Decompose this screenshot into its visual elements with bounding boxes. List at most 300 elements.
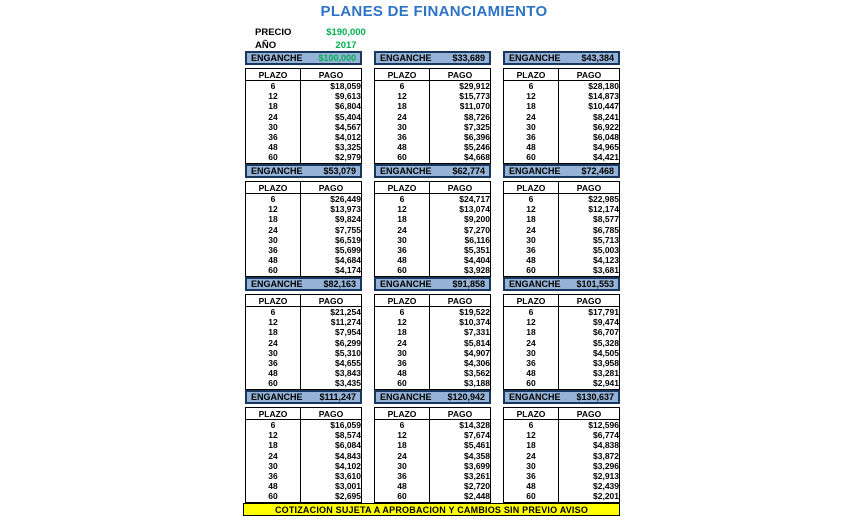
enganche-value: $62,774 [452,166,485,176]
plazo-value: 36 [504,471,559,481]
disclaimer-banner: COTIZACION SUJETA A APROBACION Y CAMBIOS SIN PREVIO AVISO [243,503,620,516]
table-header-row [246,182,362,194]
enganche-header [503,164,620,178]
enganche-header [503,390,620,404]
pago-value: $2,695 [335,491,361,502]
enganche-label: ENGANCHE [251,166,303,176]
plazo-value: 24 [375,451,430,461]
plazo-value: 48 [375,481,430,491]
payment-row [246,307,362,318]
payment-row [375,461,491,471]
enganche-header [245,277,362,291]
pago-value: $4,907 [464,347,490,358]
precio-row [245,26,372,39]
plazo-value: 48 [375,255,430,265]
pago-value: $6,048 [593,132,619,143]
plazo-value: 18 [246,440,301,450]
payment-row [375,81,491,92]
payment-row [375,471,491,481]
enganche-label: ENGANCHE [380,166,432,176]
pago-value: $5,246 [464,142,490,153]
plazo-column-header: PLAZO [375,295,430,307]
pago-value: $4,358 [464,450,490,461]
payments-table [245,407,362,503]
plazo-value: 30 [375,122,430,132]
plazo-value: 12 [375,204,430,214]
payment-row [375,132,491,142]
payment-row [246,142,362,152]
payment-row [504,451,620,461]
pago-value: $2,448 [464,491,490,502]
pago-column-header: PAGO [301,295,362,307]
plazo-value: 12 [375,317,430,327]
pago-value: $5,461 [464,440,490,451]
payment-row [504,91,620,101]
pago-value: $9,474 [593,317,619,328]
pago-value: $8,241 [593,111,619,122]
plazo-value: 24 [504,225,559,235]
payment-row [246,194,362,205]
pago-value: $7,674 [464,430,490,441]
pago-value: $8,574 [335,430,361,441]
plazo-value: 12 [375,91,430,101]
plazo-value: 30 [375,461,430,471]
payments-table [503,68,620,164]
pago-value: $5,713 [593,234,619,245]
plazo-value: 48 [504,481,559,491]
pago-value: $9,613 [335,91,361,102]
payment-row [246,430,362,440]
pago-value: $5,310 [335,347,361,358]
plazo-value: 6 [504,420,559,431]
payment-row [246,265,362,276]
table-header-row [375,408,491,420]
table-header-row [375,182,491,194]
plazo-value: 6 [246,420,301,431]
plazo-value: 12 [246,317,301,327]
payment-row [375,307,491,318]
plazo-value: 18 [504,101,559,111]
plazo-value: 30 [246,235,301,245]
table-header-row [375,295,491,307]
payment-row [246,245,362,255]
payment-row [504,214,620,224]
enganche-header [245,390,362,404]
pago-value: $4,123 [593,255,619,266]
payment-row [375,255,491,265]
pago-value: $7,325 [464,121,490,132]
plazo-value: 18 [375,101,430,111]
pago-value: $4,567 [335,121,361,132]
plazo-value: 18 [246,327,301,337]
pago-value: $4,404 [464,255,490,266]
plazo-value: 36 [246,471,301,481]
payment-row [246,491,362,502]
pago-value: $10,447 [588,101,619,112]
payment-row [504,225,620,235]
payment-row [246,451,362,461]
payment-row [504,430,620,440]
plazo-value: 36 [375,245,430,255]
pago-value: $26,449 [330,194,361,204]
pago-value: $5,699 [335,245,361,256]
enganche-value: $53,079 [323,166,356,176]
plazo-value: 36 [246,358,301,368]
anio-label: AÑO [255,40,277,51]
plazo-value: 24 [375,225,430,235]
enganche-value: $130,637 [576,392,614,402]
plazo-value: 48 [246,368,301,378]
table-header-row [504,408,620,420]
pago-value: $3,958 [593,358,619,369]
payment-row [375,142,491,152]
plazo-value: 6 [375,194,430,205]
payment-row [504,81,620,92]
pago-value: $14,328 [459,420,490,430]
plazo-column-header: PLAZO [375,69,430,81]
table-header-row [246,408,362,420]
pago-value: $18,059 [330,81,361,91]
pago-value: $13,973 [330,204,361,215]
plazo-value: 12 [504,204,559,214]
pago-value: $3,001 [335,481,361,492]
plazo-value: 30 [504,348,559,358]
payment-row [504,142,620,152]
enganche-header [245,51,362,65]
pago-column-header: PAGO [559,182,620,194]
pago-value: $13,074 [459,204,490,215]
payment-row [246,440,362,450]
pago-value: $15,773 [459,91,490,102]
payment-row [246,358,362,368]
enganche-value: $101,553 [576,279,614,289]
payment-row [246,132,362,142]
enganche-header [374,390,491,404]
payment-row [246,214,362,224]
pago-value: $4,421 [593,152,619,163]
payment-row [375,204,491,214]
plazo-value: 36 [504,358,559,368]
pago-value: $21,254 [330,307,361,317]
payment-row [375,338,491,348]
plazo-column-header: PLAZO [504,408,559,420]
plazo-value: 18 [375,327,430,337]
plazo-value: 12 [504,430,559,440]
plazo-value: 36 [375,358,430,368]
enganche-label: ENGANCHE [380,53,432,63]
pago-value: $3,325 [335,142,361,153]
payment-row [504,112,620,122]
enganche-label: ENGANCHE [251,279,303,289]
payment-row [504,255,620,265]
payment-row [504,265,620,276]
price-info-block [245,26,372,52]
plazo-value: 60 [246,378,301,389]
payment-row [246,317,362,327]
payment-row [504,481,620,491]
plazo-value: 48 [246,142,301,152]
plazo-value: 18 [375,440,430,450]
pago-column-header: PAGO [301,182,362,194]
payment-row [246,112,362,122]
enganche-header [374,51,491,65]
plazo-value: 18 [246,101,301,111]
plazo-value: 6 [246,81,301,92]
pago-value: $2,941 [593,378,619,389]
pago-value: $5,003 [593,245,619,256]
plazo-value: 30 [504,235,559,245]
pago-value: $4,684 [335,255,361,266]
enganche-header [374,277,491,291]
pago-value: $3,928 [464,265,490,276]
pago-value: $4,174 [335,265,361,276]
payment-row [246,204,362,214]
plazo-value: 18 [504,327,559,337]
payment-row [504,235,620,245]
pago-column-header: PAGO [430,295,491,307]
plazo-value: 60 [375,152,430,163]
pago-value: $6,922 [593,121,619,132]
pago-column-header: PAGO [430,69,491,81]
pago-value: $6,396 [464,132,490,143]
payment-row [375,358,491,368]
payment-row [504,358,620,368]
pago-value: $19,522 [459,307,490,317]
plazo-value: 24 [246,338,301,348]
plazo-value: 18 [504,440,559,450]
payment-row [246,471,362,481]
pago-value: $28,180 [588,81,619,91]
plazo-column-header: PLAZO [504,295,559,307]
pago-value: $8,726 [464,111,490,122]
plazo-value: 6 [246,194,301,205]
plazo-value: 60 [375,265,430,276]
financing-plan [503,277,620,390]
payment-row [246,348,362,358]
payment-row [246,81,362,92]
plazo-column-header: PLAZO [504,69,559,81]
payment-row [246,255,362,265]
pago-value: $6,804 [335,101,361,112]
plazo-value: 24 [246,225,301,235]
payment-row [375,430,491,440]
precio-label: PRECIO [255,27,292,38]
plazo-column-header: PLAZO [246,182,301,194]
payment-row [375,348,491,358]
payments-table [245,68,362,164]
pago-value: $4,843 [335,450,361,461]
pago-value: $5,404 [335,111,361,122]
pago-value: $3,872 [593,450,619,461]
plazo-value: 36 [504,245,559,255]
payment-row [504,348,620,358]
pago-value: $29,912 [459,81,490,91]
payment-row [504,245,620,255]
plazo-value: 48 [375,142,430,152]
plazo-value: 36 [375,132,430,142]
pago-value: $6,116 [464,234,490,245]
payment-row [375,378,491,389]
plazo-value: 60 [504,378,559,389]
pago-value: $12,596 [588,420,619,430]
plazo-value: 6 [375,81,430,92]
payment-row [375,491,491,502]
pago-value: $7,755 [335,224,361,235]
financing-plan [245,390,362,503]
pago-value: $11,070 [459,101,490,112]
pago-value: $2,913 [593,471,619,482]
plazo-column-header: PLAZO [246,408,301,420]
plazo-value: 24 [504,451,559,461]
enganche-value: $91,858 [452,279,485,289]
payments-table [374,407,491,503]
payments-table [374,181,491,277]
plazo-value: 30 [504,461,559,471]
payment-row [375,225,491,235]
pago-value: $3,699 [464,460,490,471]
plazo-value: 60 [504,152,559,163]
payment-row [504,132,620,142]
plazo-value: 12 [246,204,301,214]
pago-value: $6,774 [593,430,619,441]
payment-row [375,194,491,205]
pago-value: $4,655 [335,358,361,369]
enganche-label: ENGANCHE [509,279,561,289]
pago-value: $4,012 [335,132,361,143]
payment-row [375,214,491,224]
pago-value: $3,843 [335,368,361,379]
pago-value: $4,505 [593,347,619,358]
pago-value: $3,562 [464,368,490,379]
financing-plan [374,164,491,277]
plazo-value: 12 [246,430,301,440]
payment-row [504,338,620,348]
payment-row [375,481,491,491]
plazo-value: 30 [246,122,301,132]
pago-value: $7,270 [464,224,490,235]
pago-value: $5,814 [464,337,490,348]
plazo-value: 30 [246,348,301,358]
pago-column-header: PAGO [301,69,362,81]
pago-value: $9,200 [464,214,490,225]
pago-value: $4,965 [593,142,619,153]
payment-row [504,204,620,214]
pago-value: $5,328 [593,337,619,348]
payment-row [504,327,620,337]
pago-value: $8,577 [593,214,619,225]
pago-value: $22,985 [588,194,619,204]
payment-row [504,471,620,481]
payment-row [246,101,362,111]
plazo-value: 60 [504,265,559,276]
payment-row [504,368,620,378]
payment-row [246,327,362,337]
plazo-value: 60 [246,265,301,276]
pago-column-header: PAGO [559,295,620,307]
pago-value: $6,519 [335,234,361,245]
enganche-header [503,277,620,291]
plazo-value: 24 [246,451,301,461]
payment-row [375,440,491,450]
plazo-value: 48 [504,142,559,152]
plazo-value: 48 [375,368,430,378]
payment-row [504,420,620,431]
plazo-value: 6 [504,307,559,318]
pago-value: $4,102 [335,460,361,471]
pago-value: $6,785 [593,224,619,235]
payment-row [246,152,362,163]
plazo-value: 48 [246,255,301,265]
pago-value: $24,717 [459,194,490,204]
plazo-value: 60 [246,152,301,163]
table-header-row [375,69,491,81]
enganche-value: $33,689 [452,53,485,63]
pago-value: $3,296 [593,460,619,471]
pago-value: $3,610 [335,471,361,482]
payment-row [375,265,491,276]
enganche-label: ENGANCHE [509,53,561,63]
plazo-value: 36 [375,471,430,481]
pago-value: $3,281 [593,368,619,379]
pago-value: $7,954 [335,327,361,338]
payments-table [245,181,362,277]
enganche-label: ENGANCHE [251,392,303,402]
plazo-value: 36 [504,132,559,142]
pago-value: $17,791 [588,307,619,317]
pago-value: $3,261 [464,471,490,482]
payment-row [375,327,491,337]
pago-value: $3,188 [464,378,490,389]
enganche-value: $120,942 [447,392,485,402]
pago-value: $4,838 [593,440,619,451]
table-header-row [246,295,362,307]
pago-value: $2,720 [464,481,490,492]
enganche-label: ENGANCHE [509,392,561,402]
plazo-value: 36 [246,245,301,255]
plazo-value: 30 [246,461,301,471]
plazo-value: 18 [504,214,559,224]
payment-row [504,317,620,327]
pago-column-header: PAGO [559,408,620,420]
financing-plan [503,164,620,277]
pago-value: $2,201 [593,491,619,502]
payment-row [375,235,491,245]
pago-value: $12,174 [588,204,619,215]
plazo-value: 18 [375,214,430,224]
enganche-value: $111,247 [319,392,356,402]
payment-row [246,235,362,245]
payment-row [504,194,620,205]
payment-row [504,440,620,450]
payment-row [375,122,491,132]
pago-value: $3,681 [593,265,619,276]
plazo-value: 24 [246,112,301,122]
payment-row [375,245,491,255]
plazo-value: 12 [504,317,559,327]
plazo-value: 12 [246,91,301,101]
payment-row [504,101,620,111]
plazo-value: 60 [504,491,559,502]
payment-row [375,112,491,122]
table-header-row [246,69,362,81]
page-title: PLANES DE FINANCIAMIENTO [320,3,548,20]
payment-row [504,122,620,132]
payment-row [504,152,620,163]
plans-grid [245,51,620,503]
enganche-header [503,51,620,65]
financing-plan [374,390,491,503]
payment-row [504,378,620,389]
